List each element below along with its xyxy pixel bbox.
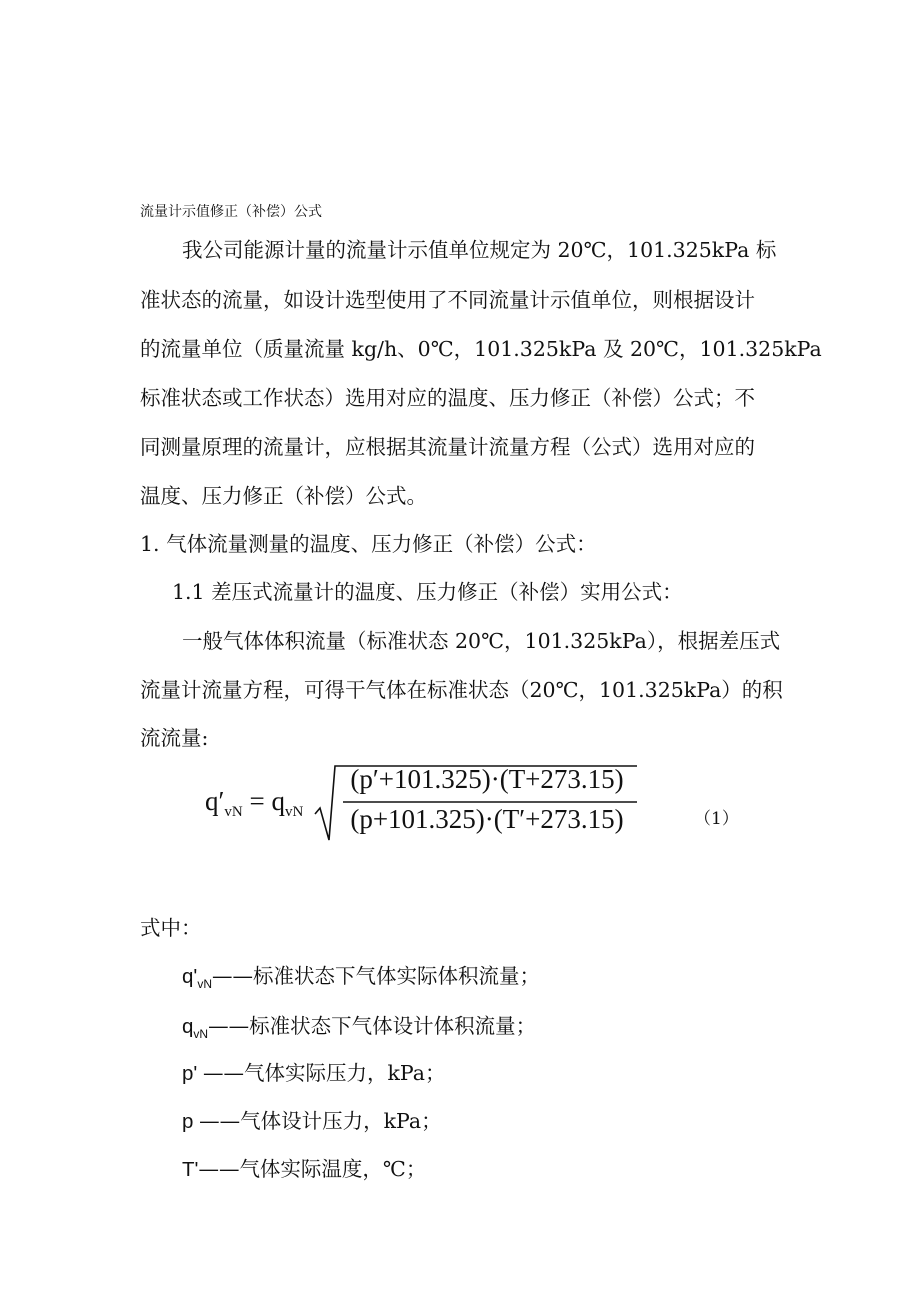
formula-denominator: (p+101.325)·(T′+273.15): [350, 804, 624, 834]
subsection-heading: 1.1 差压式流量计的温度、压力修正（补偿）实用公式：: [172, 580, 683, 604]
definition-item: $q'_{vN}——$标准状态下气体实际体积流量；: [182, 964, 540, 992]
formula-numerator: (p′+101.325)·(T+273.15): [350, 764, 624, 794]
document-title: 流量计示值修正（补偿）公式: [140, 204, 322, 220]
equation-number: （1）: [694, 809, 739, 829]
paragraph-line: 准状态的流量，如设计选型使用了不同流量计示值单位，则根据设计: [140, 288, 755, 312]
paragraph-line: 我公司能源计量的流量计示值单位规定为 20℃，101.325kPa 标: [182, 238, 777, 262]
paragraph-line: 标准状态或工作状态）选用对应的温度、压力修正（补偿）公式；不: [140, 386, 755, 410]
definition-item: p ——气体设计压力，kPa；: [182, 1109, 442, 1133]
paragraph-line: 同测量原理的流量计，应根据其流量计流量方程（公式）选用对应的: [140, 435, 755, 459]
intro-line: 一般气体体积流量（标准状态 20℃，101.325kPa），根据差压式: [182, 629, 781, 653]
intro-line: 流量计流量方程，可得干气体在标准状态（20℃，101.325kPa）的积: [140, 678, 783, 702]
formula-lhs: $q'_{vN} = q_{vN}$: [205, 786, 304, 820]
where-label: 式中：: [140, 916, 202, 940]
section-heading: 1. 气体流量测量的温度、压力修正（补偿）公式：: [140, 532, 597, 556]
paragraph-line: 温度、压力修正（补偿）公式。: [140, 484, 427, 508]
definition-item: $q_{vN}——$标准状态下气体设计体积流量；: [182, 1014, 537, 1042]
paragraph-line: 的流量单位（质量流量 kg/h、0℃，101.325kPa 及 20℃，101.325kPa: [140, 337, 822, 361]
intro-line: 流流量:: [140, 726, 209, 750]
flow-correction-formula: [205, 762, 645, 842]
definition-item: p' ——气体实际压力，kPa；: [182, 1061, 446, 1085]
definition-item: T'——气体实际温度，℃；: [182, 1157, 427, 1181]
